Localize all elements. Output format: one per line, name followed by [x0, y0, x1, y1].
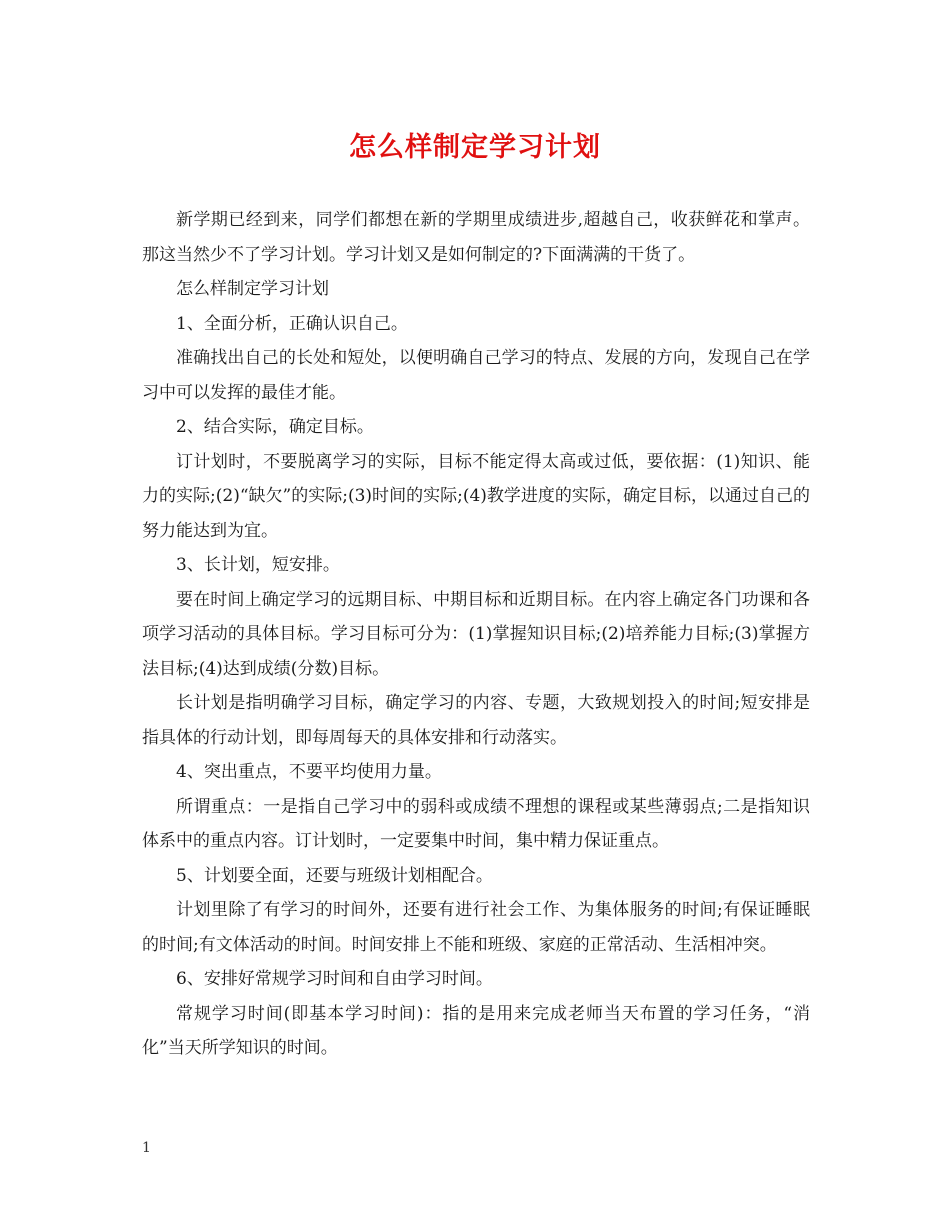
section-heading-5: 5、计划要全面，还要与班级计划相配合。: [176, 865, 493, 886]
paragraph: 常规学习时间(即基本学习时间)：指的是用来完成老师当天布置的学习任务，“消化”当天所学知识的时间。: [142, 1003, 810, 1058]
paragraph-intro: 新学期已经到来，同学们都想在新的学期里成绩进步,超越自己，收获鲜花和掌声。那这当然少不了学习计划。学习计划又是如何制定的?下面满满的干货了。: [142, 210, 810, 265]
page-number: 1: [142, 1140, 151, 1156]
section-heading-4: 4、突出重点，不要平均使用力量。: [176, 762, 442, 782]
paragraph: 准确找出自己的长处和短处，以便明确自己学习的特点、发展的方向，发现自己在学习中可以发挥的最佳才能。: [142, 348, 810, 403]
section-heading-6: 6、安排好常规学习时间和自由学习时间。: [176, 969, 493, 989]
paragraph: 所谓重点：一是指自己学习中的弱科或成绩不理想的课程或某些薄弱点;二是指知识体系中的重点内容。订计划时，一定要集中时间，集中精力保证重点。: [142, 796, 810, 851]
paragraph: 计划里除了有学习的时间外，还要有进行社会工作、为集体服务的时间;有保证睡眠的时间;有文体活动的时间。时间安排上不能和班级、家庭的正常活动、生活相冲突。: [142, 900, 810, 955]
page-title: 怎么样制定学习计划: [349, 132, 601, 163]
section-heading-2: 2、结合实际，确定目标。: [176, 417, 374, 437]
paragraph: 订计划时，不要脱离学习的实际，目标不能定得太高或过低，要依据：(1)知识、能力的实际;(2)“缺欠”的实际;(3)时间的实际;(4)教学进度的实际，确定目标，以通过自己的努力能达到为宜。: [142, 451, 810, 541]
section-heading-1: 1、全面分析，正确认识自己。: [176, 313, 408, 334]
article-body: [142, 203, 810, 1066]
paragraph: 要在时间上确定学习的远期目标、中期目标和近期目标。在内容上确定各门功课和各项学习活动的具体目标。学习目标可分为：(1)掌握知识目标;(2)培养能力目标;(3)掌握方法目标;(4)达到成绩(分数)目标。: [142, 589, 810, 679]
section-heading-3: 3、长计划，短安排。: [176, 555, 340, 575]
paragraph-subtitle: 怎么样制定学习计划: [176, 279, 329, 299]
paragraph: 长计划是指明确学习目标，确定学习的内容、专题，大致规划投入的时间;短安排是指具体的行动计划，即每周每天的具体安排和行动落实。: [142, 693, 810, 748]
